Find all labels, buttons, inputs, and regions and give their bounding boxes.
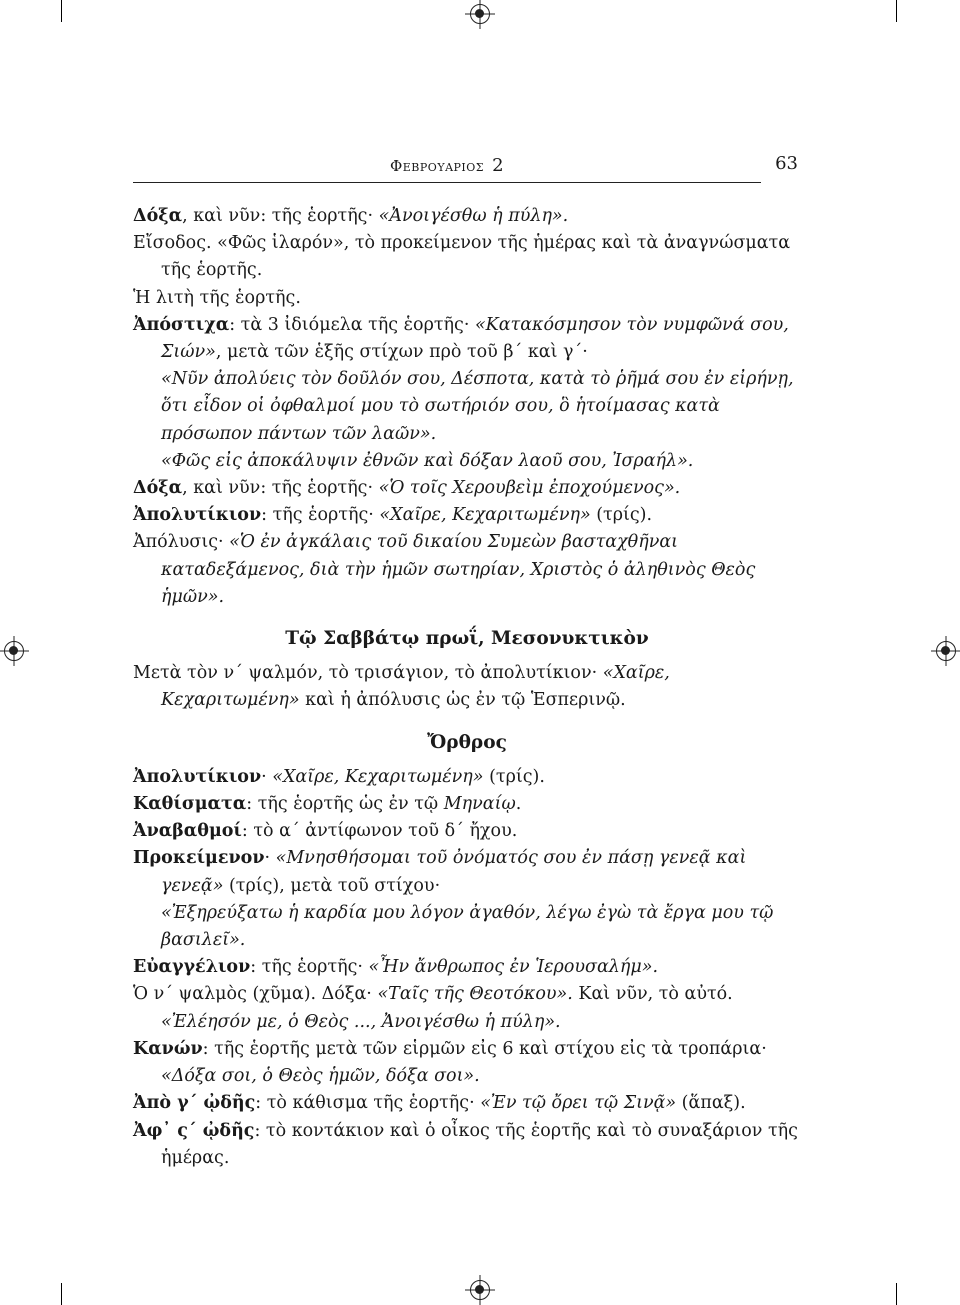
paragraph: Εἴσοδος. «Φῶς ἱλαρόν», τὸ προκείμενον τῆς ἡμέρας καὶ τὰ ἀναγνώσματα τῆς ἑορτῆς. [133, 233, 791, 281]
page-body [133, 203, 801, 1172]
hymn-incipit: «Χαῖρε, Κεχαριτωμένη» [272, 766, 484, 787]
paragraph [133, 981, 801, 1035]
paragraph: Ἡ λιτὴ τῆς ἑορτῆς. [133, 287, 301, 308]
hymn-incipit: «Δόξα σοι, ὁ Θεὸς ἡμῶν, δόξα σοι». [161, 1066, 480, 1087]
term: Ἀπολυτίκιον [133, 766, 262, 787]
term: Ἀπολυτίκιον [133, 505, 262, 526]
registration-mark-left-icon [4, 641, 24, 661]
verse [133, 900, 801, 954]
term: Εὐαγγέλιον [133, 957, 251, 978]
term: Δόξα [133, 206, 183, 226]
text: : τῆς ἑορτῆς ὡς ἐν τῷ [246, 794, 444, 815]
text: : τὰ 3 ἰδιόμελα τῆς ἑορτῆς· [229, 314, 475, 335]
term: Κανών [133, 1038, 203, 1059]
text: · [264, 848, 276, 869]
hymn-incipit: «Ταῖς τῆς Θεοτόκου». [377, 984, 573, 1005]
text: (τρίς). [590, 505, 653, 526]
verse-text: «Φῶς εἰς ἀποκάλυψιν ἐθνῶν καὶ δόξαν λαοῦ σου, Ἰσραήλ». [161, 450, 694, 471]
term: Ἀναβαθμοί [133, 821, 242, 842]
hymn-incipit: «Ὁ τοῖς Χερουβεὶμ ἐποχούμενος». [378, 478, 681, 499]
paragraph [133, 791, 801, 818]
text: (ἅπαξ). [676, 1093, 746, 1114]
paragraph [133, 845, 801, 899]
hymn-incipit: «Ἀνοιγέσθω ἡ πύλη». [378, 206, 569, 226]
term: Ἀπὸ γ΄ ᾠδῆς [133, 1093, 256, 1114]
paragraph [133, 818, 801, 845]
hymn-incipit: «Μνησθήσομαι τοῦ ὀνόματός σου ἐν πάσῃ γενεᾷ καὶ γενεᾷ» [161, 848, 747, 896]
text: καὶ ἡ ἀπόλυσις ὡς ἐν τῷ Ἑσπερινῷ. [299, 690, 626, 711]
running-title-number: 2 [492, 155, 505, 176]
paragraph [133, 502, 801, 529]
text: , καὶ νῦν: τῆς ἑορτῆς· [182, 478, 379, 499]
paragraph [133, 764, 801, 791]
header-rule [133, 182, 761, 183]
text: Μετὰ τὸν ν΄ ψαλμόν, τὸ τρισάγιον, τὸ ἀπολυτίκιον· [133, 663, 603, 684]
paragraph [133, 203, 801, 230]
text: : τὸ α΄ ἀντίφωνον τοῦ δ΄ ἤχου. [241, 821, 518, 842]
hymn-incipit: «Ἐλέησόν με, ὁ Θεὸς ..., Ἀνοιγέσθω ἡ πύλη». [161, 1011, 561, 1032]
hymn-incipit: «Χαῖρε, Κεχαριτωμένη» [379, 505, 591, 526]
crop-mark-bottom-right [896, 1283, 897, 1305]
registration-mark-bottom-icon [470, 1280, 490, 1300]
paragraph [133, 660, 801, 714]
text: : τῆς ἑορτῆς· [261, 505, 380, 526]
verse-text: «Νῦν ἀπολύεις τὸν δοῦλόν σου, Δέσποτα, κατὰ τὸ ῥῆμά σου ἐν εἰρήνῃ, ὅτι εἶδον οἱ ὀφθαλμοί μου τὸ σωτήριόν σου, ὃ ἡτοίμασας κατὰ πρόσωπον πάντων τῶν λαῶν». [161, 369, 794, 444]
text: : τὸ κάθισμα τῆς ἑορτῆς· [255, 1093, 481, 1114]
text: (τρίς). [483, 766, 545, 787]
hymn-incipit: «Ἦν ἄνθρωπος ἐν Ἱερουσαλήμ». [368, 957, 659, 978]
running-title [133, 155, 761, 176]
registration-mark-right-icon [936, 641, 956, 661]
paragraph [133, 312, 801, 366]
text: (τρίς), μετὰ τοῦ στίχου· [223, 875, 441, 896]
text: , καὶ νῦν: τῆς ἑορτῆς· [182, 206, 379, 226]
term: Ἀφ᾽ ς΄ ᾠδῆς [133, 1120, 255, 1141]
hymn-incipit: «Ὁ ἐν ἀγκάλαις τοῦ δικαίου Συμεὼν βασταχθῆναι καταδεξάμενος, διὰ τὴν ἡμῶν σωτηρίαν, Χριστὸς ὁ ἀληθινὸς Θεὸς ἡμῶν». [161, 532, 756, 607]
text: : τῆς ἑορτῆς· [250, 957, 369, 978]
section-heading: Τῷ Σαββάτῳ πρωΐ, Μεσονυκτικὸν [285, 628, 649, 650]
text: : τῆς ἑορτῆς μετὰ τῶν εἱρμῶν εἰς 6 καὶ στίχου εἰς τὰ τροπάρια· [202, 1038, 767, 1059]
hymn-incipit: «Κατακόσμησον τὸν νυμφῶνά σου, Σιών» [161, 314, 789, 363]
book-title: Μηναίῳ [443, 794, 516, 815]
paragraph [133, 1036, 801, 1090]
paragraph [133, 954, 801, 981]
verse [133, 448, 801, 475]
term: Ἀπόστιχα [133, 314, 230, 335]
page-number: 63 [775, 153, 798, 174]
paragraph [133, 475, 801, 502]
paragraph [133, 1090, 801, 1117]
text: Ἀπόλυσις· [133, 532, 230, 553]
hymn-incipit: «Ἐν τῷ ὄρει τῷ Σινᾷ» [480, 1093, 677, 1114]
verse [133, 366, 801, 448]
section-heading: Ὄρθρος [427, 731, 507, 753]
text: Καὶ νῦν, τὸ αὐτό. [572, 984, 733, 1005]
paragraph [133, 529, 801, 611]
text: : τὸ κοντάκιον καὶ ὁ οἶκος τῆς ἑορτῆς καὶ τὸ συναξάριον τῆς ἡμέρας. [161, 1120, 798, 1168]
page-header [133, 155, 798, 185]
paragraph [133, 1118, 801, 1172]
registration-mark-top-icon [470, 4, 490, 24]
hymn-incipit: «Χαῖρε, Κεχαριτωμένη» [161, 663, 670, 711]
text: Ὁ ν΄ ψαλμὸς (χῦμα). Δόξα· [133, 984, 378, 1005]
term: Καθίσματα [133, 794, 247, 815]
text: , μετὰ τῶν ἑξῆς στίχων πρὸ τοῦ β΄ καὶ γ΄· [215, 342, 588, 363]
term: Δόξα [133, 478, 183, 499]
running-title-text: Φεβρουαριος [389, 157, 485, 175]
text: . [515, 794, 522, 815]
term: Προκείμενον [133, 848, 265, 869]
crop-mark-top-left [61, 0, 62, 22]
verse-text: «Ἐξηρεύξατω ἡ καρδία μου λόγον ἀγαθόν, λέγω ἐγὼ τὰ ἔργα μου τῷ βασιλεῖ». [161, 902, 774, 951]
text: · [261, 766, 273, 787]
crop-mark-bottom-left [61, 1283, 62, 1305]
crop-mark-top-right [896, 0, 897, 22]
